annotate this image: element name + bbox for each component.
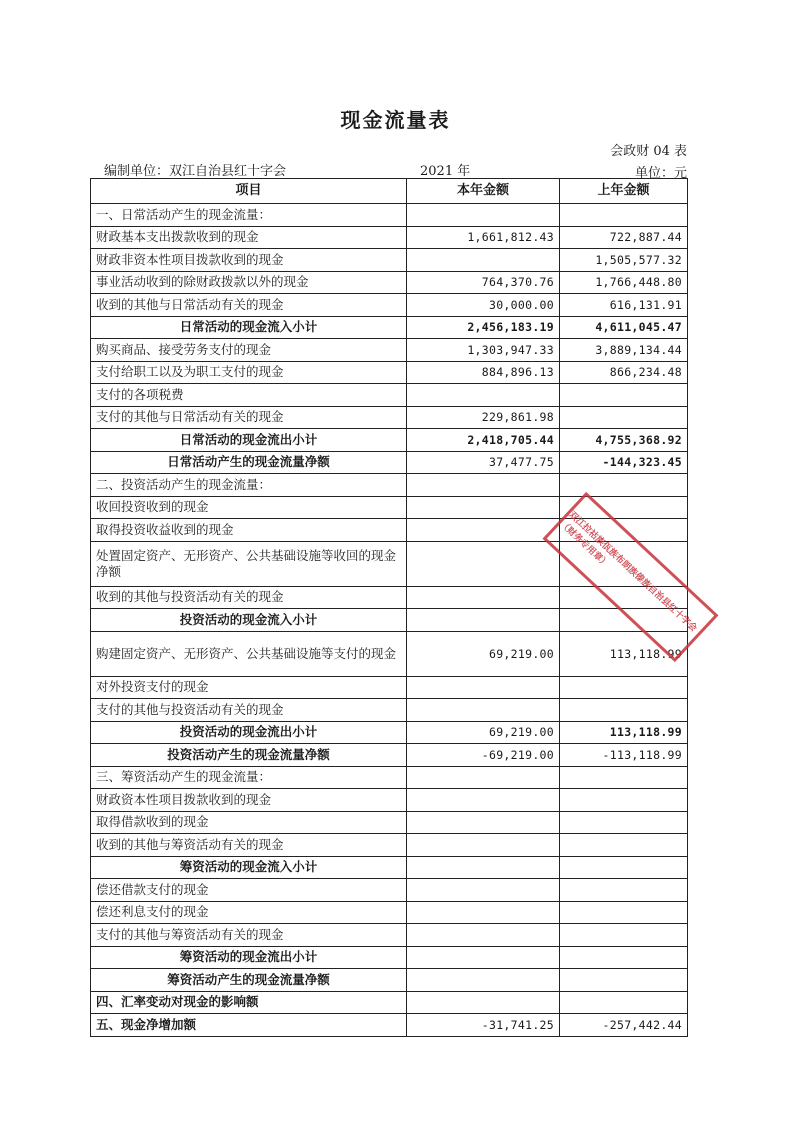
row-label: 日常活动产生的现金流量净额 [91,451,407,474]
subtotal-row [91,946,688,969]
row-current [407,586,560,609]
row-label: 支付的其他与投资活动有关的现金 [91,699,407,722]
row-current [407,249,560,272]
table-row [91,879,688,902]
row-prior [560,766,688,789]
header-prior-year: 上年金额 [560,179,688,204]
subtotal-row [91,856,688,879]
row-label: 事业活动收到的除财政拨款以外的现金 [91,271,407,294]
row-label: 收到的其他与筹资活动有关的现金 [91,834,407,857]
row-label: 对外投资支付的现金 [91,676,407,699]
row-prior: 1,766,448.80 [560,271,688,294]
row-prior: -257,442.44 [560,1014,688,1037]
net-total-row [91,969,688,992]
row-current [407,204,560,227]
row-prior [560,384,688,407]
row-label: 投资活动产生的现金流量净额 [91,744,407,767]
table-row [91,384,688,407]
row-current: -69,219.00 [407,744,560,767]
row-current: 69,219.00 [407,631,560,676]
grand-total-row [91,1014,688,1037]
row-label: 筹资活动的现金流入小计 [91,856,407,879]
row-prior: 4,611,045.47 [560,316,688,339]
row-label: 处置固定资产、无形资产、公共基础设施等收回的现金净额 [91,541,407,586]
row-prior [560,204,688,227]
row-prior [560,676,688,699]
row-prior [560,811,688,834]
subtotal-row [91,429,688,452]
row-label: 财政非资本性项目拨款收到的现金 [91,249,407,272]
header-item: 项目 [91,179,407,204]
row-label: 二、投资活动产生的现金流量： [91,474,407,497]
table-row [91,901,688,924]
row-prior: 3,889,134.44 [560,339,688,362]
row-current [407,789,560,812]
row-current: 37,477.75 [407,451,560,474]
row-prior [560,474,688,497]
row-label: 筹资活动的现金流出小计 [91,946,407,969]
row-label: 支付的其他与日常活动有关的现金 [91,406,407,429]
row-current [407,924,560,947]
row-label: 收到的其他与日常活动有关的现金 [91,294,407,317]
table-row [91,271,688,294]
table-row [91,339,688,362]
table-row [91,699,688,722]
form-code: 会政财 04 表 [610,144,687,159]
row-prior [560,879,688,902]
row-label: 投资活动的现金流入小计 [91,609,407,632]
row-current [407,901,560,924]
cash-flow-table [90,178,688,1037]
row-label: 偿还利息支付的现金 [91,901,407,924]
row-label: 财政基本支出拨款收到的现金 [91,226,407,249]
row-current [407,609,560,632]
row-prior [560,946,688,969]
row-current [407,676,560,699]
row-current [407,699,560,722]
row-label: 取得投资收益收到的现金 [91,519,407,542]
subtotal-row [91,721,688,744]
row-current [407,519,560,542]
row-prior [560,834,688,857]
row-label: 购买商品、接受劳务支付的现金 [91,339,407,362]
row-label: 财政资本性项目拨款收到的现金 [91,789,407,812]
row-current [407,384,560,407]
row-label: 日常活动的现金流出小计 [91,429,407,452]
row-prior [560,969,688,992]
table-row [91,924,688,947]
row-current: 1,303,947.33 [407,339,560,362]
section-row [91,474,688,497]
subtotal-row [91,609,688,632]
table-row [91,294,688,317]
row-label: 一、日常活动产生的现金流量： [91,204,407,227]
table-row [91,204,688,227]
row-current: 2,418,705.44 [407,429,560,452]
row-prior [560,406,688,429]
row-current: 229,861.98 [407,406,560,429]
header-current-year: 本年金额 [407,179,560,204]
report-year: 2021 年 [420,164,471,179]
table-row [91,226,688,249]
section-row [91,991,688,1014]
row-prior: 616,131.91 [560,294,688,317]
table-row [91,676,688,699]
table-row [91,834,688,857]
row-prior [560,699,688,722]
row-prior [560,901,688,924]
row-current: 764,370.76 [407,271,560,294]
row-label: 三、筹资活动产生的现金流量： [91,766,407,789]
row-label: 收回投资收到的现金 [91,496,407,519]
row-prior: 722,887.44 [560,226,688,249]
row-label: 取得借款收到的现金 [91,811,407,834]
row-current: 69,219.00 [407,721,560,744]
currency-unit: 单位：元 [634,166,687,181]
row-current [407,946,560,969]
row-label: 偿还借款支付的现金 [91,879,407,902]
row-label: 支付的其他与筹资活动有关的现金 [91,924,407,947]
row-label: 购建固定资产、无形资产、公共基础设施等支付的现金 [91,631,407,676]
table-row [91,789,688,812]
row-prior [560,856,688,879]
row-current [407,991,560,1014]
row-current [407,496,560,519]
row-current: -31,741.25 [407,1014,560,1037]
row-current [407,474,560,497]
table-row [91,361,688,384]
row-label: 投资活动的现金流出小计 [91,721,407,744]
row-current [407,969,560,992]
row-current [407,541,560,586]
section-row [91,766,688,789]
row-prior [560,924,688,947]
row-label: 日常活动的现金流入小计 [91,316,407,339]
row-current [407,834,560,857]
net-total-row [91,744,688,767]
subtotal-row [91,316,688,339]
row-prior: 113,118.99 [560,721,688,744]
row-current: 884,896.13 [407,361,560,384]
table-row [91,406,688,429]
row-label: 收到的其他与投资活动有关的现金 [91,586,407,609]
table-row [91,631,688,676]
row-current: 2,456,183.19 [407,316,560,339]
reporting-entity: 编制单位：双江自治县红十字会 [104,164,287,179]
row-prior [560,789,688,812]
row-prior [560,991,688,1014]
row-current: 1,661,812.43 [407,226,560,249]
stamp-text: 双江拉祜族佤族布朗族傣族自治县红十字会（财务专用章） [557,510,699,634]
row-label: 筹资活动产生的现金流量净额 [91,969,407,992]
row-current [407,856,560,879]
row-current: 30,000.00 [407,294,560,317]
row-label: 四、汇率变动对现金的影响额 [91,991,407,1014]
row-prior: -144,323.45 [560,451,688,474]
row-prior: 1,505,577.32 [560,249,688,272]
row-label: 支付的各项税费 [91,384,407,407]
row-current [407,811,560,834]
net-total-row [91,451,688,474]
row-current [407,879,560,902]
row-label: 支付给职工以及为职工支付的现金 [91,361,407,384]
table-row [91,249,688,272]
table-header-row [91,179,688,204]
table-row [91,811,688,834]
row-prior: 4,755,368.92 [560,429,688,452]
page-title: 现金流量表 [340,108,451,132]
row-prior: 113,118.99 [560,631,688,676]
row-label: 五、现金净增加额 [91,1014,407,1037]
row-prior: 866,234.48 [560,361,688,384]
row-prior: -113,118.99 [560,744,688,767]
row-current [407,766,560,789]
